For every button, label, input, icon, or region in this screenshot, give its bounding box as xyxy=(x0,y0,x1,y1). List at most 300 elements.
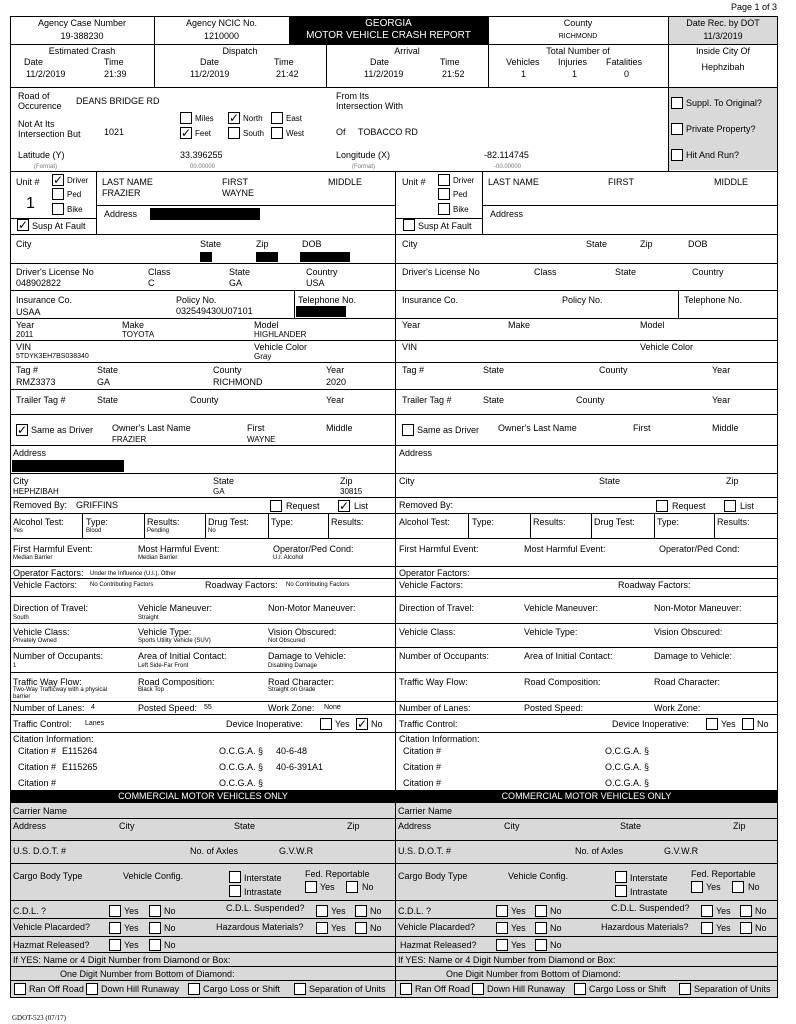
unit1-vtype: Sports Utility Vehicle (SUV) xyxy=(138,638,211,644)
unit2-ranoff-checkbox[interactable] xyxy=(400,983,412,995)
unit1-model: HIGHLANDER xyxy=(254,330,307,339)
unit1-phone-redacted xyxy=(296,306,346,317)
unit1-vin: 5TDYK3EH7BS038340 xyxy=(16,353,89,360)
unit2-cargoloss-label: Cargo Loss or Shift xyxy=(589,984,667,994)
unit1-interstate-checkbox[interactable] xyxy=(229,871,241,883)
cmv-title-left: COMMERCIAL MOTOR VEHICLES ONLY xyxy=(118,791,288,801)
west-checkbox[interactable] xyxy=(271,127,283,139)
unit1-cdl-susp-yes-checkbox[interactable] xyxy=(316,905,328,917)
unit1-bike-label: Bike xyxy=(67,205,83,214)
unit1-character-label: Road Character: xyxy=(268,677,335,687)
unit2-workzone-label: Work Zone: xyxy=(654,703,701,713)
unit1-owner-zip: 30815 xyxy=(340,487,363,496)
ncic-label: Agency NCIC No. xyxy=(185,18,258,28)
unit1-placarded-yes-checkbox[interactable] xyxy=(109,922,121,934)
unit2-label: Unit # xyxy=(402,177,426,187)
unit1-placarded-label: Vehicle Placarded? xyxy=(13,922,91,932)
fatalities-label: Fatalities xyxy=(606,57,643,67)
unit1-susp-checkbox[interactable]: ✓ xyxy=(18,218,29,232)
unit2-downhill-label: Down Hill Runaway xyxy=(487,984,566,994)
unit1-zip-label: Zip xyxy=(256,239,269,249)
unit2-placarded-yes-label: Yes xyxy=(511,923,526,933)
arr-date: 11/2/2019 xyxy=(364,69,404,79)
unit2-vclass-label: Vehicle Class: xyxy=(399,627,456,637)
dispatch-label: Dispatch xyxy=(222,46,258,56)
unit2-ocga3-label: O.C.G.A. § xyxy=(605,778,650,788)
unit1-damage: Disabling Damage xyxy=(268,663,318,669)
unit1-country-label: Country xyxy=(306,267,338,277)
unit2-lanes-label: Number of Lanes: xyxy=(399,703,471,713)
unit2-fed-yes-checkbox[interactable] xyxy=(691,881,703,893)
unit1-owner-city: HEPHZIBAH xyxy=(13,487,59,496)
unit1-occupants-label: Number of Occupants: xyxy=(13,651,104,661)
unit2-last-label: LAST NAME xyxy=(488,177,539,187)
unit1-address-label: Address xyxy=(104,209,138,219)
unit2-color-label: Vehicle Color xyxy=(640,342,694,352)
unit2-cdl-yes-checkbox[interactable] xyxy=(496,905,508,917)
arr-date-label: Date xyxy=(370,57,390,67)
unit2-separation-label: Separation of Units xyxy=(694,984,771,994)
from-label: From Its xyxy=(336,91,369,101)
unit1-fed-yes-label: Yes xyxy=(320,882,335,892)
unit1-direction: South xyxy=(13,615,29,621)
unit1-citation1-label: Citation # xyxy=(18,746,57,756)
unit2-inoperative-yes-checkbox[interactable] xyxy=(706,718,718,730)
unit1-make: TOYOTA xyxy=(122,330,155,339)
unit2-tag-label: Tag # xyxy=(402,365,425,375)
unit1-request-checkbox[interactable] xyxy=(270,500,282,512)
unit1-owner-last: FRAZIER xyxy=(112,435,147,444)
unit1-removed-label: Removed By: xyxy=(13,500,68,510)
unit1-lanes: 4 xyxy=(91,704,95,711)
south-checkbox[interactable] xyxy=(228,127,240,139)
unit1-inoperative-label: Device Inoperative: xyxy=(226,719,304,729)
unit2-removed-label: Removed By: xyxy=(399,500,454,510)
unit2-list-label: List xyxy=(740,501,755,511)
unit2-tag-state-label: State xyxy=(483,365,505,375)
private-property-checkbox[interactable] xyxy=(671,123,683,135)
unit1-vision: Not Obscured xyxy=(268,638,306,644)
unit1-character: Straight on Grade xyxy=(268,687,316,693)
unit1-tag-county: RICHMOND xyxy=(213,377,263,387)
unit1-hazrel-no-checkbox[interactable] xyxy=(149,939,161,951)
not-at-label: Not At Its xyxy=(18,119,55,129)
unit1-dl-state: GA xyxy=(229,278,243,288)
unit1-hazmat-yes-checkbox[interactable] xyxy=(316,922,328,934)
unit1-same-driver-checkbox[interactable]: ✓ xyxy=(17,423,28,437)
unit2-control-label: Traffic Control: xyxy=(399,719,458,729)
unit2-gvwr-label: G.V.W.R xyxy=(664,846,699,856)
page-number: Page 1 of 3 xyxy=(731,2,778,12)
date-received-label: Date Rec. by DOT xyxy=(686,18,760,28)
unit2-hazrel-no-checkbox[interactable] xyxy=(535,939,547,951)
unit1-state-redacted xyxy=(200,252,212,262)
unit2-cdl-label: C.D.L. ? xyxy=(398,906,432,916)
unit2-placarded-no-checkbox[interactable] xyxy=(535,922,547,934)
latitude-value: 33.396255 xyxy=(180,150,223,160)
unit1-composition-label: Road Composition: xyxy=(138,677,215,687)
unit2-susp-label: Susp At Fault xyxy=(418,221,472,231)
unit1-hazrel-yes-label: Yes xyxy=(124,940,139,950)
unit1-cargoloss-checkbox[interactable] xyxy=(188,983,200,995)
unit2-interstate-checkbox[interactable] xyxy=(615,871,627,883)
unit2-cdl-no-checkbox[interactable] xyxy=(535,905,547,917)
unit2-trailer-label: Trailer Tag # xyxy=(402,395,452,405)
unit1-address-redacted xyxy=(150,208,260,220)
south-label: South xyxy=(243,129,264,138)
unit1-axles-label: No. of Axles xyxy=(190,846,239,856)
feet-checkbox[interactable]: ✓ xyxy=(181,126,192,140)
unit1-model-label: Model xyxy=(254,320,279,330)
unit2-citation-info-label: Citation Information: xyxy=(399,734,480,744)
unit2-hazrel-no-label: No xyxy=(550,940,562,950)
unit1-alcohol-label: Alcohol Test: xyxy=(13,517,64,527)
unit2-inoperative-no-checkbox[interactable] xyxy=(742,718,754,730)
unit1-placarded-yes-label: Yes xyxy=(124,923,139,933)
unit1-cdl-susp-no-checkbox[interactable] xyxy=(355,905,367,917)
unit1-tag-label: Tag # xyxy=(16,365,39,375)
unit2-dl-label: Driver's License No xyxy=(402,267,480,277)
unit2-bike-checkbox[interactable] xyxy=(438,203,450,215)
unit1-dl-state-label: State xyxy=(229,267,251,277)
unit1-op-factors: Under the Influence (U.I.), Other xyxy=(90,571,176,577)
unit1-owner-city-label: City xyxy=(13,476,29,486)
unit2-ped-checkbox[interactable] xyxy=(438,188,450,200)
unit1-owner-state-label: State xyxy=(213,476,235,486)
unit1-vin-label: VIN xyxy=(16,342,32,352)
unit1-first-name: WAYNE xyxy=(222,188,255,198)
unit1-lanes-label: Number of Lanes: xyxy=(13,703,85,713)
unit2-cmv-address-label: Address xyxy=(398,821,432,831)
unit1-cdl-no-checkbox[interactable] xyxy=(149,905,161,917)
unit2-susp-checkbox[interactable] xyxy=(403,219,415,231)
injuries-label: Injuries xyxy=(558,57,588,67)
agency-case-label: Agency Case Number xyxy=(37,18,127,28)
north-checkbox[interactable]: ✓ xyxy=(229,111,240,125)
unit2-composition-label: Road Composition: xyxy=(524,677,601,687)
unit2-cdl-susp-yes-checkbox[interactable] xyxy=(701,905,713,917)
unit2-axles-label: No. of Axles xyxy=(575,846,624,856)
unit1-road-factors: No Contributing Factors xyxy=(286,582,350,588)
unit1-country: USA xyxy=(306,278,325,288)
unit1-op-factors-label: Operator Factors: xyxy=(13,568,84,578)
unit1-workzone: None xyxy=(324,704,341,711)
unit2-hazmat-yes-checkbox[interactable] xyxy=(701,922,713,934)
county-value: RICHMOND xyxy=(558,33,598,40)
unit1-dob-redacted xyxy=(300,252,350,262)
unit1-owner-address-redacted xyxy=(12,460,124,472)
unit2-cargoloss-checkbox[interactable] xyxy=(574,983,586,995)
unit1-contact: Left Side-Far Front xyxy=(138,663,189,669)
unit2-ocga1-label: O.C.G.A. § xyxy=(605,746,650,756)
unit1-citation3-label: Citation # xyxy=(18,778,57,788)
unit2-owner-middle-label: Middle xyxy=(712,423,739,433)
unit1-veh-factors-label: Vehicle Factors: xyxy=(13,580,78,590)
unit1-last-label: LAST NAME xyxy=(102,177,153,187)
unit1-placarded-no-label: No xyxy=(164,923,176,933)
distance-value: 1021 xyxy=(104,127,125,137)
unit1-control-label: Traffic Control: xyxy=(13,719,72,729)
unit1-owner-first: WAYNE xyxy=(247,435,276,444)
unit1-ocga2: 40-6-391A1 xyxy=(276,762,324,772)
unit1-dl-label: Driver's License No xyxy=(16,267,94,277)
unit1-interstate-label: Interstate xyxy=(244,873,282,883)
unit1-cmv-address-label: Address xyxy=(13,821,47,831)
unit1-speed-label: Posted Speed: xyxy=(138,703,198,713)
unit1-drug-results-label: Results: xyxy=(331,517,364,527)
unit1-vision-label: Vision Obscured: xyxy=(268,627,337,637)
unit1-usdot-label: U.S. D.O.T. # xyxy=(13,846,67,856)
unit2-trailer-state-label: State xyxy=(483,395,505,405)
unit2-driver-label: Driver xyxy=(453,176,475,185)
unit1-phone-label: Telephone No. xyxy=(298,295,357,305)
unit1-inoperative-yes-checkbox[interactable] xyxy=(320,718,332,730)
disp-time-label: Time xyxy=(274,57,294,67)
unit2-cdl-susp-no-checkbox[interactable] xyxy=(740,905,752,917)
form-title-state: GEORGIA xyxy=(365,18,412,29)
unit1-vtype-label: Vehicle Type: xyxy=(138,627,192,637)
unit1-alc-type-label: Type: xyxy=(86,517,109,527)
est-date-label: Date xyxy=(24,57,44,67)
unit1-road-factors-label: Roadway Factors: xyxy=(205,580,278,590)
unit1-driver-checkbox[interactable]: ✓ xyxy=(53,173,64,187)
unit2-hazmat-label: Hazardous Materials? xyxy=(601,922,689,932)
unit1-workzone-label: Work Zone: xyxy=(268,703,315,713)
unit2-same-driver-label: Same as Driver xyxy=(417,425,480,435)
unit2-class-label: Class xyxy=(534,267,557,277)
unit2-alc-results-label: Results: xyxy=(533,517,566,527)
unit1-ocga3-label: O.C.G.A. § xyxy=(219,778,264,788)
unit1-state-label: State xyxy=(200,239,222,249)
hit-and-run-checkbox[interactable] xyxy=(671,149,683,161)
est-time: 21:39 xyxy=(104,69,127,79)
unit1-hazmat-no-checkbox[interactable] xyxy=(355,922,367,934)
unit2-config-label: Vehicle Config. xyxy=(508,871,569,881)
unit1-last-name: FRAZIER xyxy=(102,188,141,198)
unit2-cdl-no-label: No xyxy=(550,906,562,916)
unit2-citation3-label: Citation # xyxy=(403,778,442,788)
unit2-cmv-state-label: State xyxy=(620,821,642,831)
arr-time-label: Time xyxy=(440,57,460,67)
unit1-trailer-label: Trailer Tag # xyxy=(16,395,66,405)
unit1-config-label: Vehicle Config. xyxy=(123,871,184,881)
injuries-count: 1 xyxy=(572,69,578,79)
unit2-first-label: FIRST xyxy=(608,177,634,187)
unit1-occupants: 1 xyxy=(13,663,17,669)
unit1-tag-state: GA xyxy=(97,377,111,387)
unit2-inoperative-no-label: No xyxy=(757,719,769,729)
unit1-drug: No xyxy=(208,528,216,534)
suppl-checkbox[interactable] xyxy=(671,97,683,109)
unit1-fed-yes-checkbox[interactable] xyxy=(305,881,317,893)
hit-and-run-label: Hit And Run? xyxy=(686,150,740,160)
unit2-driver-checkbox[interactable] xyxy=(438,174,450,186)
unit1-hazmat-label: Hazardous Materials? xyxy=(216,922,304,932)
unit1-owner-last-label: Owner's Last Name xyxy=(112,423,191,433)
unit2-citation1-label: Citation # xyxy=(403,746,442,756)
unit2-ped-label: Ped xyxy=(453,190,468,199)
unit2-phone-label: Telephone No. xyxy=(684,295,743,305)
unit1-hazrel-yes-checkbox[interactable] xyxy=(109,939,121,951)
unit2-speed-label: Posted Speed: xyxy=(524,703,584,713)
unit1-maneuver-label: Vehicle Maneuver: xyxy=(138,603,213,613)
unit2-address-label: Address xyxy=(490,209,524,219)
miles-checkbox[interactable] xyxy=(180,112,192,124)
unit2-downhill-checkbox[interactable] xyxy=(472,983,484,995)
unit1-cdl-yes-label: Yes xyxy=(124,906,139,916)
unit1-ped-checkbox[interactable] xyxy=(52,188,64,200)
unit1-zip-redacted xyxy=(256,252,278,262)
unit2-onedigit-label: One Digit Number from Bottom of Diamond: xyxy=(446,969,621,979)
unit1-tag-county-label: County xyxy=(213,365,242,375)
unit2-trailer-year-label: Year xyxy=(712,395,731,405)
unit2-vin-label: VIN xyxy=(402,342,418,352)
road-label-2: Occurence xyxy=(18,101,62,111)
unit1-ocga1-label: O.C.G.A. § xyxy=(219,746,264,756)
total-number-label: Total Number of xyxy=(546,46,610,56)
unit2-veh-factors-label: Vehicle Factors: xyxy=(399,580,464,590)
unit1-cmv-zip-label: Zip xyxy=(347,821,360,831)
unit2-nonmotor-label: Non-Motor Maneuver: xyxy=(654,603,742,613)
unit2-operator-cond-label: Operator/Ped Cond: xyxy=(659,544,740,554)
unit2-op-factors-label: Operator Factors: xyxy=(399,568,470,578)
unit1-intrastate-checkbox[interactable] xyxy=(229,885,241,897)
unit2-drug-results-label: Results: xyxy=(717,517,750,527)
unit1-inoperative-yes-label: Yes xyxy=(335,719,350,729)
unit2-intrastate-label: Intrastate xyxy=(630,887,668,897)
unit1-fed-label: Fed. Reportable xyxy=(305,869,370,879)
unit2-fed-no-checkbox[interactable] xyxy=(732,881,744,893)
unit1-placarded-no-checkbox[interactable] xyxy=(149,922,161,934)
unit2-dl-state-label: State xyxy=(615,267,637,277)
longitude-value: -82.114745 xyxy=(484,150,529,160)
unit1-vclass-label: Vehicle Class: xyxy=(13,627,70,637)
unit1-trailer-year-label: Year xyxy=(326,395,345,405)
unit2-ocga2-label: O.C.G.A. § xyxy=(605,762,650,772)
lon-format-label: (Format) xyxy=(352,164,375,170)
unit1-trailer-state-label: State xyxy=(97,395,119,405)
unit2-placarded-yes-checkbox[interactable] xyxy=(496,922,508,934)
disp-date-label: Date xyxy=(200,57,220,67)
unit1-inoperative-no-checkbox[interactable]: ✓ xyxy=(357,717,368,731)
unit1-dl-number: 048902822 xyxy=(16,278,62,288)
unit2-hazmat-no-checkbox[interactable] xyxy=(740,922,752,934)
unit2-hazrel-yes-checkbox[interactable] xyxy=(496,939,508,951)
ncic-number: 1210000 xyxy=(203,31,240,41)
unit2-owner-first-label: First xyxy=(633,423,651,433)
unit2-alc-type-label: Type: xyxy=(472,517,495,527)
unit2-hazrel-yes-label: Yes xyxy=(511,940,526,950)
unit1-fed-no-checkbox[interactable] xyxy=(346,881,358,893)
unit2-fed-yes-label: Yes xyxy=(706,882,721,892)
unit2-request-label: Request xyxy=(672,501,706,511)
north-label: North xyxy=(243,114,263,123)
unit1-hazmat-no-label: No xyxy=(370,923,382,933)
unit1-tag-state-label: State xyxy=(97,365,119,375)
unit1-class-label: Class xyxy=(148,267,171,277)
unit1-request-label: Request xyxy=(286,501,320,511)
east-checkbox[interactable] xyxy=(271,112,283,124)
unit2-first-harm-label: First Harmful Event: xyxy=(399,544,479,554)
unit1-bike-checkbox[interactable] xyxy=(52,203,64,215)
unit2-separation-checkbox[interactable] xyxy=(679,983,691,995)
unit2-list-checkbox[interactable] xyxy=(724,500,736,512)
unit2-usdot-label: U.S. D.O.T. # xyxy=(398,846,452,856)
of-road-value: TOBACCO RD xyxy=(358,127,418,137)
unit2-model-label: Model xyxy=(640,320,665,330)
unit2-citation2-label: Citation # xyxy=(403,762,442,772)
unit1-cmv-city-label: City xyxy=(119,821,135,831)
unit2-same-driver-checkbox[interactable] xyxy=(402,424,414,436)
east-label: East xyxy=(286,114,303,123)
unit1-list-label: List xyxy=(354,501,369,511)
not-at-label-2: Intersection But xyxy=(18,129,81,139)
unit1-cdl-susp-no-label: No xyxy=(370,906,382,916)
unit1-driver-label: Driver xyxy=(67,176,89,185)
unit1-most-harm: Median Barrier xyxy=(138,555,178,561)
unit1-citation2-label: Citation # xyxy=(18,762,57,772)
unit2-cdl-yes-label: Yes xyxy=(511,906,526,916)
unit2-cmv-zip-label: Zip xyxy=(733,821,746,831)
unit2-flow-label: Traffic Way Flow: xyxy=(399,677,468,687)
unit1-direction-label: Direction of Travel: xyxy=(13,603,89,613)
unit2-direction-label: Direction of Travel: xyxy=(399,603,475,613)
unit2-bike-label: Bike xyxy=(453,205,469,214)
unit1-ins: USAA xyxy=(16,307,41,317)
agency-case-number: 19-388230 xyxy=(60,31,104,41)
unit2-most-harm-label: Most Harmful Event: xyxy=(524,544,606,554)
unit2-dob-label: DOB xyxy=(688,239,708,249)
unit2-interstate-label: Interstate xyxy=(630,873,668,883)
unit1-class: C xyxy=(148,278,155,288)
unit1-flow-2: barrier xyxy=(13,694,31,700)
unit1-list-checkbox[interactable]: ✓ xyxy=(339,499,350,513)
unit1-downhill-label: Down Hill Runaway xyxy=(101,984,180,994)
latitude-label: Latitude (Y) xyxy=(18,150,65,160)
unit1-intrastate-label: Intrastate xyxy=(244,887,282,897)
unit1-susp-label: Susp At Fault xyxy=(32,221,86,231)
unit1-label: Unit # xyxy=(16,177,40,187)
disp-date: 11/2/2019 xyxy=(190,69,230,79)
unit1-ranoff-checkbox[interactable] xyxy=(14,983,26,995)
unit1-cdl-yes-checkbox[interactable] xyxy=(109,905,121,917)
unit2-owner-city-label: City xyxy=(399,476,415,486)
unit1-owner-state: GA xyxy=(213,487,225,496)
unit2-vision-label: Vision Obscured: xyxy=(654,627,723,637)
unit2-request-checkbox[interactable] xyxy=(656,500,668,512)
inside-city-label: Inside City Of xyxy=(695,46,751,56)
unit1-separation-checkbox[interactable] xyxy=(294,983,306,995)
est-time-label: Time xyxy=(104,57,124,67)
unit1-nonmotor-label: Non-Motor Maneuver: xyxy=(268,603,356,613)
unit2-cmv-city-label: City xyxy=(504,821,520,831)
unit2-tag-year-label: Year xyxy=(712,365,731,375)
unit1-contact-label: Area of Initial Contact: xyxy=(138,651,227,661)
unit2-owner-state-label: State xyxy=(599,476,621,486)
unit1-downhill-checkbox[interactable] xyxy=(86,983,98,995)
unit1-ins-label: Insurance Co. xyxy=(16,295,73,305)
unit2-intrastate-checkbox[interactable] xyxy=(615,885,627,897)
unit1-tag-year-label: Year xyxy=(326,365,345,375)
unit2-zip-label: Zip xyxy=(640,239,653,249)
unit1-cdl-label: C.D.L. ? xyxy=(13,906,47,916)
unit1-drug-type-label: Type: xyxy=(271,517,294,527)
unit1-onedigit-label: One Digit Number from Bottom of Diamond: xyxy=(60,969,235,979)
est-date: 11/2/2019 xyxy=(26,69,66,79)
unit1-year-label: Year xyxy=(16,320,35,330)
road-value: DEANS BRIDGE RD xyxy=(76,96,160,106)
unit2-character-label: Road Character: xyxy=(654,677,721,687)
